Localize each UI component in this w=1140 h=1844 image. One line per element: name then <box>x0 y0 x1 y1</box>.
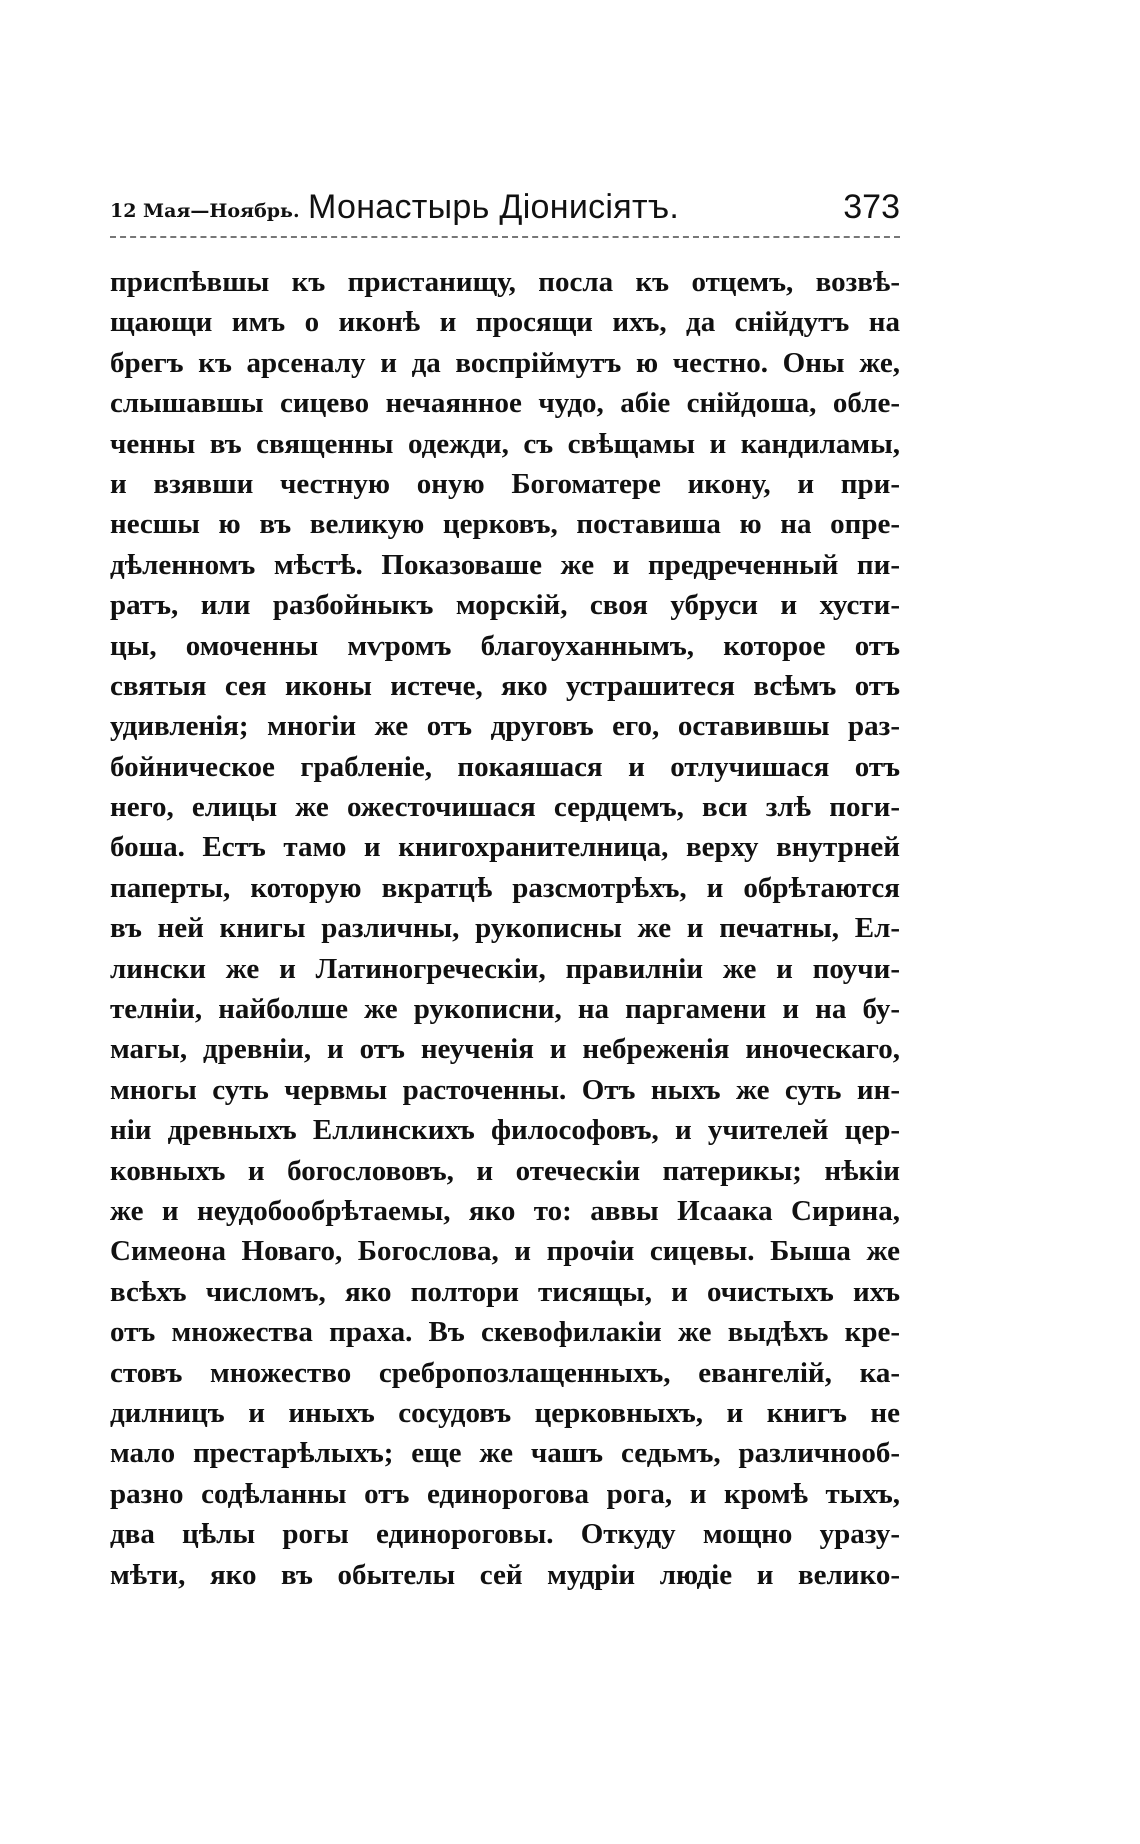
text-line: слышавшы сицево нечаянное чудо, абіе снійдоша, обле- <box>110 387 900 420</box>
text-line: дѣленномъ мѣстѣ. Показоваше же и предреченный пи- <box>110 548 900 581</box>
text-line: лински же и Латиногреческіи, правилніи же и поучи- <box>110 952 900 985</box>
text-line: два цѣлы рогы единороговы. Откуду мощно уразу- <box>110 1518 900 1551</box>
text-line: святыя сея иконы истече, яко устрашитеся всѣмъ отъ <box>110 669 900 702</box>
text-line: паперты, которую вкратцѣ разсмотрѣхъ, и обрѣтаются <box>110 871 900 904</box>
text-line: же и неудобообрѣтаемы, яко то: аввы Исаака Сирина, <box>110 1194 900 1227</box>
text-line: мѣти, яко въ обытелы сей мудріи людіе и велико- <box>110 1558 900 1591</box>
text-line: ковныхъ и богослововъ, и отеческіи патерикы; нѣкіи <box>110 1154 900 1187</box>
text-line: щающи имъ о иконѣ и просящи ихъ, да снійдутъ на <box>110 306 900 339</box>
text-line: приспѣвшы къ пристанищу, посла къ отцемъ, возвѣ- <box>110 266 900 298</box>
text-line: дилницъ и иныхъ сосудовъ церковныхъ, и книгъ не <box>110 1396 900 1429</box>
text-line: ратъ, или разбойныкъ морскій, своя убруси и хусти- <box>110 589 900 622</box>
text-line: магы, древніи, и отъ неученія и небреженія иноческаго, <box>110 1033 900 1066</box>
text-line: цы, омоченны мѵромъ благоуханнымъ, которое отъ <box>110 629 900 662</box>
text-line: бойническое грабленіе, покаяшася и отлучишася отъ <box>110 750 900 783</box>
text-line: разно содѣланны отъ единорогова рога, и кромѣ тыхъ, <box>110 1477 900 1510</box>
header-dates: 12 Мая—Ноябрь. <box>110 200 300 222</box>
text-line: въ ней книгы различны, рукописны же и печатны, Ел- <box>110 912 900 945</box>
header-title: Монастырь Діонисіятъ. <box>308 188 680 226</box>
text-line: телніи, найболше же рукописни, на паргамени и на бу- <box>110 993 900 1026</box>
text-line: отъ множества праха. Въ скевофилакіи же выдѣхъ кре- <box>110 1316 900 1349</box>
text-line: и взявши честную оную Богоматере икону, и при- <box>110 467 900 500</box>
text-line: ніи древныхъ Еллинскихъ философовъ, и учителей цер- <box>110 1114 900 1147</box>
text-line: ченны въ священны одежди, съ свѣщамы и кандиламы, <box>110 427 900 460</box>
text-line: несшы ю въ великую церковъ, поставиша ю на опре- <box>110 508 900 541</box>
text-line: боша. Естъ тамо и книгохранителница, верху внутрней <box>110 831 900 864</box>
text-line: Симеона Новаго, Богослова, и прочіи сицевы. Быша же <box>110 1235 900 1268</box>
running-header <box>110 188 900 228</box>
text-line: всѣхъ числомъ, яко полтори тисящы, и очистыхъ ихъ <box>110 1275 900 1308</box>
page-number: 373 <box>843 188 900 226</box>
text-line: удивленія; многіи же отъ друговъ его, оставившы раз- <box>110 710 900 743</box>
text-line: стовъ множество сребропозлащенныхъ, евангелій, ка- <box>110 1356 900 1389</box>
text-line: многы суть червмы расточенны. Отъ ныхъ же суть ин- <box>110 1073 900 1106</box>
header-rule <box>110 236 900 238</box>
text-line: мало престарѣлыхъ; еще же чашъ седьмъ, различнооб- <box>110 1437 900 1470</box>
text-line: него, елицы же ожесточишася сердцемъ, вси злѣ поги- <box>110 791 900 824</box>
body-text <box>110 262 900 1595</box>
text-line: брегъ къ арсеналу и да воспріймутъ ю честно. Оны же, <box>110 346 900 379</box>
